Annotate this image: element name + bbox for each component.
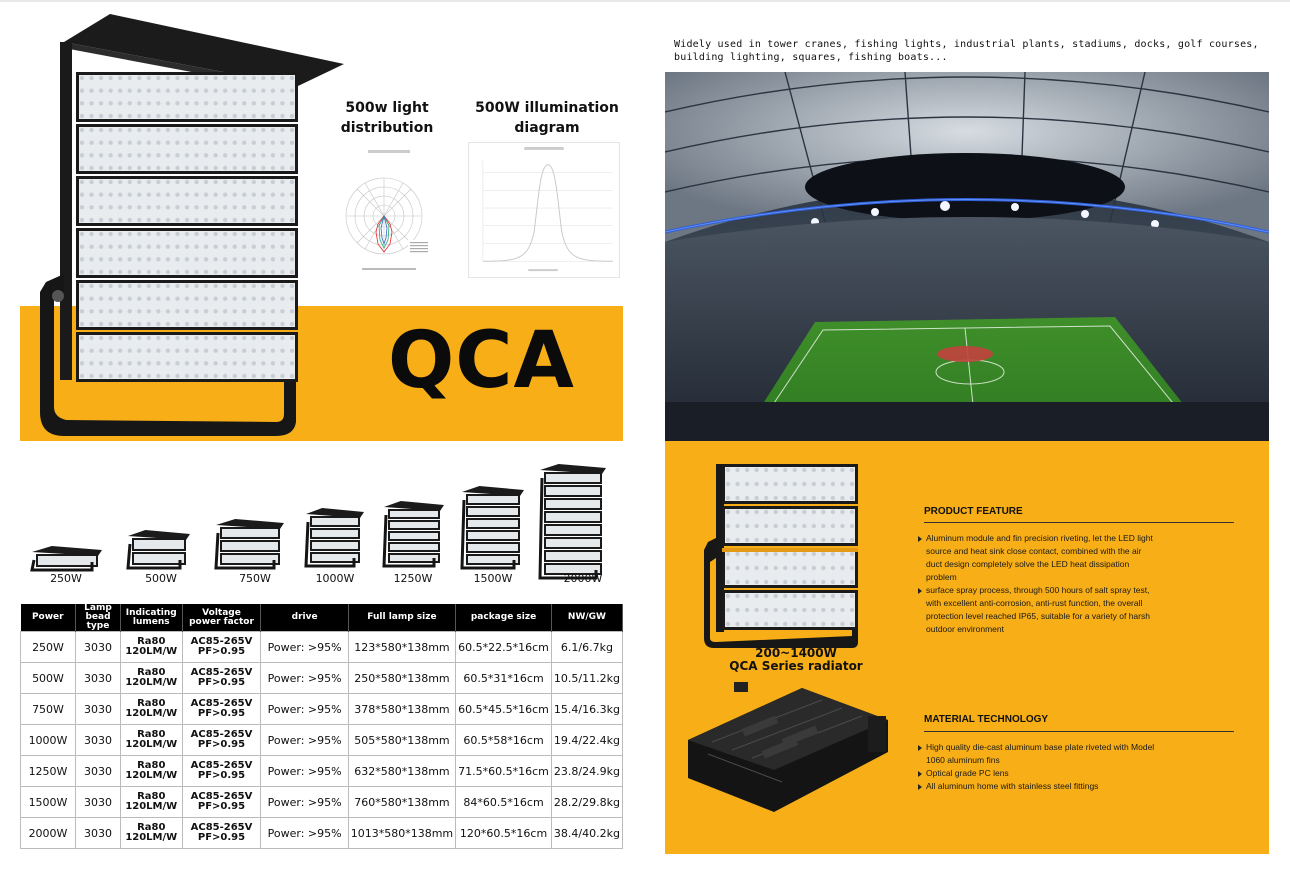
- size-cell: 250*580*138mm: [348, 663, 455, 694]
- voltage-cell: AC85-265V PF>0.95: [182, 632, 261, 663]
- bead-cell: 3030: [76, 725, 121, 756]
- size-cell: 760*580*138mm: [348, 787, 455, 818]
- radiator-caption: 200~1400W QCA Series radiator: [729, 646, 863, 673]
- drive-cell: Power: >95%: [261, 694, 348, 725]
- radiator-lamp-image: [702, 462, 862, 648]
- power-cell: 500W: [21, 663, 76, 694]
- power-cell: 1250W: [21, 756, 76, 787]
- lumens-cell: Ra80 120LM/W: [120, 694, 182, 725]
- model-lineup: [20, 448, 623, 588]
- table-header-row: [21, 604, 623, 632]
- illumination-diagram-caption: 500W illumination diagram: [475, 100, 619, 136]
- package-cell: 71.5*60.5*16cm: [456, 756, 552, 787]
- table-row: [21, 632, 623, 663]
- weight-cell: 23.8/24.9kg: [551, 756, 622, 787]
- package-cell: 120*60.5*16cm: [456, 818, 552, 849]
- bead-cell: 3030: [76, 694, 121, 725]
- power-cell: 2000W: [21, 818, 76, 849]
- col-power: Power: [21, 604, 76, 632]
- feature-item: All aluminum home with stainless steel fittings: [918, 780, 1218, 793]
- table-row: [21, 725, 623, 756]
- material-technology-rule: [924, 731, 1234, 732]
- col-bead: Lamp bead type: [76, 604, 121, 632]
- col-voltage: Voltage power factor: [182, 604, 261, 632]
- floodlight-hero-image: [36, 12, 346, 440]
- lumens-cell: Ra80 120LM/W: [120, 818, 182, 849]
- product-series-title: QCA: [388, 316, 575, 406]
- model-lamp-750W: [216, 519, 284, 568]
- model-label: 2000W: [563, 572, 603, 585]
- drive-cell: Power: >95%: [261, 663, 348, 694]
- col-lumens: Indicating lumens: [120, 604, 182, 632]
- model-label: 500W: [145, 572, 177, 585]
- package-cell: 60.5*22.5*16cm: [456, 632, 552, 663]
- model-label: 1000W: [315, 572, 355, 585]
- drive-cell: Power: >95%: [261, 756, 348, 787]
- drive-cell: Power: >95%: [261, 818, 348, 849]
- table-row: [21, 663, 623, 694]
- table-row: [21, 787, 623, 818]
- stadium-photo: [665, 72, 1269, 441]
- bead-cell: 3030: [76, 818, 121, 849]
- feature-item: Optical grade PC lens: [918, 767, 1218, 780]
- col-drive: drive: [261, 604, 348, 632]
- product-feature-list: [918, 532, 1218, 636]
- col-weight: NW/GW: [551, 604, 622, 632]
- voltage-cell: AC85-265V PF>0.95: [182, 787, 261, 818]
- package-cell: 60.5*45.5*16cm: [456, 694, 552, 725]
- light-distribution-curve-image: [334, 144, 444, 282]
- weight-cell: 28.2/29.8kg: [551, 787, 622, 818]
- size-cell: 378*580*138mm: [348, 694, 455, 725]
- drive-cell: Power: >95%: [261, 725, 348, 756]
- package-cell: 60.5*58*16cm: [456, 725, 552, 756]
- illumination-diagram-image: [468, 142, 620, 278]
- table-row: [21, 818, 623, 849]
- col-package: package size: [456, 604, 552, 632]
- package-cell: 60.5*31*16cm: [456, 663, 552, 694]
- bead-cell: 3030: [76, 632, 121, 663]
- weight-cell: 10.5/11.2kg: [551, 663, 622, 694]
- power-cell: 750W: [21, 694, 76, 725]
- voltage-cell: AC85-265V PF>0.95: [182, 725, 261, 756]
- bead-cell: 3030: [76, 787, 121, 818]
- material-technology-list: [918, 741, 1218, 793]
- distribution-curve-caption: 500w light distribution: [340, 100, 434, 136]
- voltage-cell: AC85-265V PF>0.95: [182, 818, 261, 849]
- feature-item: Aluminum module and fin precision riveting, let the LED light source and heat sink close contact, combined with the air duct design completely solve the LED heat dissipation problem: [918, 532, 1218, 584]
- drive-cell: Power: >95%: [261, 787, 348, 818]
- applications-text: Widely used in tower cranes, fishing lights, industrial plants, stadiums, docks, golf courses, building lighting, squares, fishing boats...: [674, 39, 1259, 63]
- product-feature-title: PRODUCT FEATURE: [924, 506, 1023, 517]
- bead-cell: 3030: [76, 756, 121, 787]
- package-cell: 84*60.5*16cm: [456, 787, 552, 818]
- model-label: 250W: [50, 572, 82, 585]
- feature-item: High quality die-cast aluminum base plate riveted with Model 1060 aluminum fins: [918, 741, 1218, 767]
- weight-cell: 19.4/22.4kg: [551, 725, 622, 756]
- lumens-cell: Ra80 120LM/W: [120, 663, 182, 694]
- model-label: 750W: [239, 572, 271, 585]
- model-lamp-1500W: [462, 486, 524, 568]
- drive-cell: Power: >95%: [261, 632, 348, 663]
- model-lamp-1250W: [384, 501, 444, 566]
- bead-cell: 3030: [76, 663, 121, 694]
- feature-item: surface spray process, through 500 hours of salt spray test, with excellent anti-corrosion, anti-rust function, the overall protection level reached IP65, suitable for a variety of harsh outdoor environment: [918, 584, 1218, 636]
- table-row: [21, 756, 623, 787]
- weight-cell: 15.4/16.3kg: [551, 694, 622, 725]
- lumens-cell: Ra80 120LM/W: [120, 725, 182, 756]
- right-page: [646, 0, 1290, 881]
- voltage-cell: AC85-265V PF>0.95: [182, 756, 261, 787]
- model-label: 1500W: [473, 572, 513, 585]
- power-cell: 1000W: [21, 725, 76, 756]
- lumens-cell: Ra80 120LM/W: [120, 756, 182, 787]
- product-feature-rule: [924, 522, 1234, 523]
- left-page: [0, 0, 640, 881]
- spec-table: [20, 604, 623, 849]
- material-technology-title: MATERIAL TECHNOLOGY: [924, 714, 1049, 725]
- size-cell: 1013*580*138mm: [348, 818, 455, 849]
- power-cell: 250W: [21, 632, 76, 663]
- power-cell: 1500W: [21, 787, 76, 818]
- model-lamp-500W: [128, 530, 190, 568]
- weight-cell: 6.1/6.7kg: [551, 632, 622, 663]
- model-lamp-1000W: [306, 508, 364, 566]
- lumens-cell: Ra80 120LM/W: [120, 632, 182, 663]
- size-cell: 505*580*138mm: [348, 725, 455, 756]
- table-row: [21, 694, 623, 725]
- model-lamp-2000W: [540, 464, 606, 578]
- size-cell: 632*580*138mm: [348, 756, 455, 787]
- col-size: Full lamp size: [348, 604, 455, 632]
- lumens-cell: Ra80 120LM/W: [120, 787, 182, 818]
- voltage-cell: AC85-265V PF>0.95: [182, 694, 261, 725]
- size-cell: 123*580*138mm: [348, 632, 455, 663]
- radiator-back-image: [682, 682, 894, 820]
- model-lamp-250W: [32, 546, 102, 570]
- model-label: 1250W: [393, 572, 433, 585]
- weight-cell: 38.4/40.2kg: [551, 818, 622, 849]
- voltage-cell: AC85-265V PF>0.95: [182, 663, 261, 694]
